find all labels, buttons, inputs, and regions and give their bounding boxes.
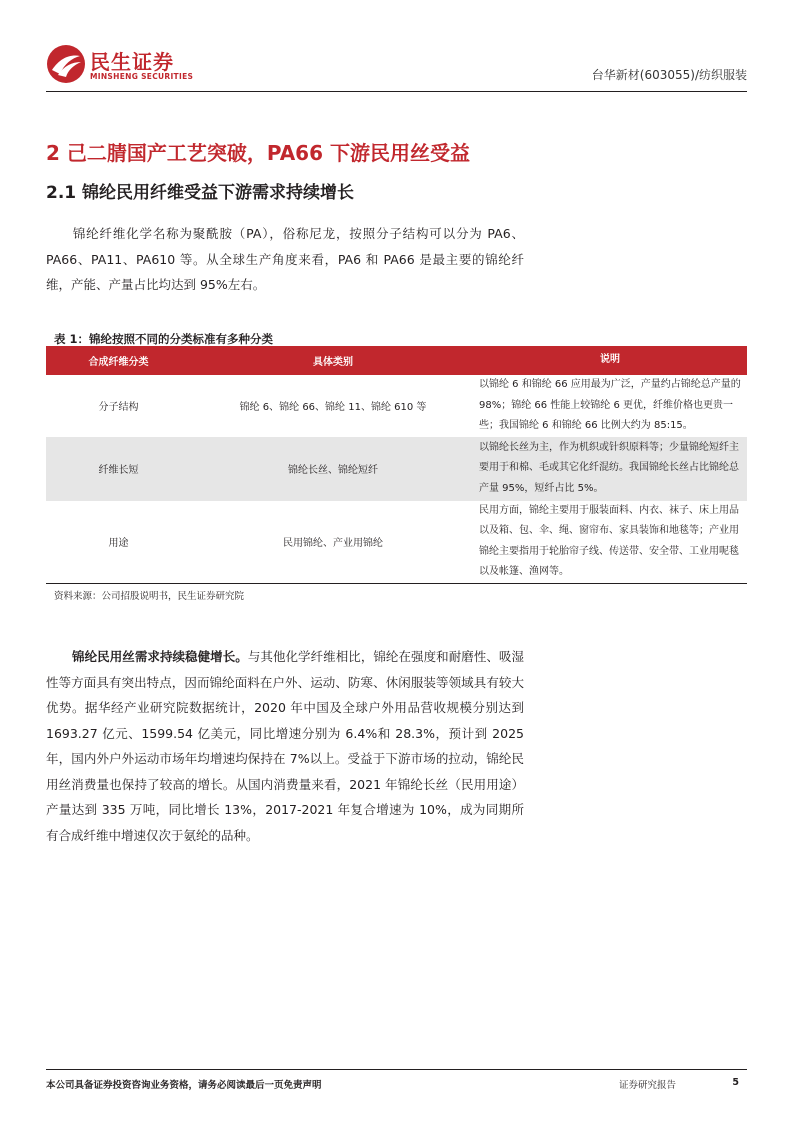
page-header [46,40,747,92]
table-cell-types: 锦纶 6、锦纶 66、锦纶 11、锦纶 610 等 [239,402,427,414]
analysis-lead: 锦纶民用丝需求持续稳健增长。 [72,649,248,664]
table-cell-types: 民用锦纶、产业用锦纶 [283,538,383,549]
table-cell-description: 以锦纶长丝为主，作为机织或针织原料等；少量锦纶短纤主要用于和棉、毛或其它化纤混纺。我国锦纶长丝占比锦纶总产量 95%，短纤占比 5%。 [475,437,747,501]
table-cell-category: 用途 [108,538,129,549]
intro-paragraph [46,221,524,298]
section-heading: 2 己二腈国产工艺突破，PA66 下游民用丝受益 [46,141,470,165]
table-source-note: 资料来源：公司招股说明书，民生证券研究院 [54,591,245,602]
table-cell-category: 分子结构 [98,402,139,414]
analysis-paragraph [46,644,524,848]
table-cell-description: 以锦纶 6 和锦纶 66 应用最为广泛，产量约占锦纶总产量的 98%；锦纶 66 性能上较锦纶 6 更优，纤维价格也更贵一些；我国锦纶 6 和锦纶 66 比例大约为 85:15。 [479,379,741,431]
subsection-heading: 2.1 锦纶民用纤维受益下游需求持续增长 [46,183,355,203]
intro-text: 锦纶纤维化学名称为聚酰胺（PA），俗称尼龙，按照分子结构可以分为 PA6、PA66、PA11、PA610 等。从全球生产角度来看，PA6 和 PA66 是最主要的锦纶纤维，产能、产量占比均达到 95%左右。 [46,226,524,292]
page-footer [46,1069,747,1093]
footer-disclaimer: 本公司具备证券投资咨询业务资格，请务必阅读最后一页免责声明 [46,1080,322,1091]
table-header-row [46,346,747,375]
table-header-cell: 说明 [475,346,747,375]
footer-report-type: 证券研究报告 [619,1080,677,1091]
table-title: 表 1：锦纶按照不同的分类标准有多种分类 [54,332,274,346]
minsheng-logo [46,44,196,88]
analysis-body: 与其他化学纤维相比，锦纶在强度和耐磨性、吸湿性等方面具有突出特点，因而锦纶面料在户外、运动、防寒、休闲服装等领域具有较大优势。据华经产业研究院数据统计，2020 年中国及全球户外用品营收规模分别达到 1693.27 亿元、1599.54 亿美元，同比增速分别为 6.4%和 28.3%，预计到 2025 年，国内外户外运动市场年均增速均保持在 7%以上。受益于下游市场的拉动，锦纶民用丝消费量也保持了较高的增长。从国内消费量来看，2021 年锦纶长丝（民用用途）产量达到 335 万吨，同比增长 13%，2017-2021 年复合增速为 10%，成为同期所有合成纤维中增速仅次于氨纶的品种。 [46,649,524,843]
page-number: 5 [732,1077,739,1088]
table-cell-description: 民用方面，锦纶主要用于服装面料、内衣、袜子、床上用品以及箱、包、伞、绳、窗帘布、家具装饰和地毯等；产业用锦纶主要指用于轮胎帘子线、传送带、安全带、工业用呢毯以及帐篷、渔网等。 [479,504,739,577]
minsheng-logo-icon [46,44,86,84]
table-row [46,437,747,501]
table-header-cell: 具体类别 [191,346,475,375]
table-header-cell: 合成纤维分类 [46,346,191,375]
company-stock-label: 台华新材(603055)/纺织服装 [591,68,747,82]
table-cell-types: 锦纶长丝、锦纶短纤 [191,437,475,501]
logo-english-name: MINSHENG SECURITIES [90,72,194,81]
table-row [46,375,747,437]
nylon-classification-table [46,346,747,584]
logo-chinese-name: 民生证券 [90,50,174,74]
table-row [46,501,747,584]
table-cell-category: 纤维长短 [46,437,191,501]
